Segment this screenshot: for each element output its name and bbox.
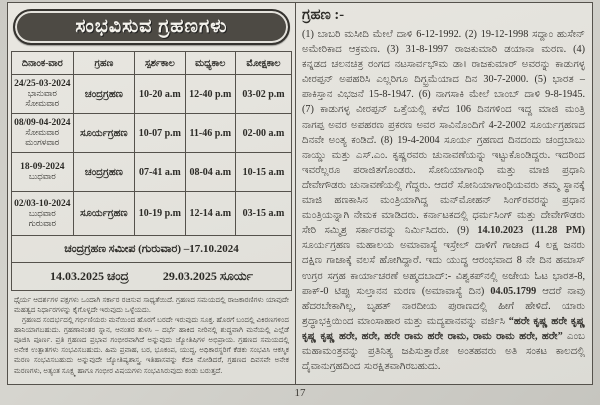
eclipse-date: 08/09-04-2024 xyxy=(14,118,71,129)
moksha-time: 03-02 p.m xyxy=(242,88,285,100)
eclipse-day: ಸೋಮವಾರ xyxy=(25,98,60,108)
eclipse-date: 02/03-10-2024 xyxy=(14,198,71,209)
next-lunar-eclipse: 14.03.2025 ಚಂದ್ರ xyxy=(50,269,129,283)
fine-print-notes xyxy=(11,291,292,376)
table-row xyxy=(12,75,292,114)
eclipse-day: ಬುಧವಾರ xyxy=(28,207,56,218)
col-header-madhya: ಮಧ್ಯಕಾಲ xyxy=(185,52,235,75)
eclipse-day: ಗುರುವಾರ xyxy=(28,217,57,228)
history-text-segment: (1) ಬಾಬರಿ ಮಸೀದಿ ಮೇಲೆ ದಾಳಿ 6-12-1992. (2) 19-12-1998 ಸದ್ದಾಂ ಹುಸೇನ್ ಅಮೇರಿಕಾದ ಆಕ್ರಮಣ. (3) 31-8-1997 ರಾಜಕುಮಾರಿ ಡಯಾನಾ ಮರಣ. (4) ಕನ್ನಡದ ಚಲನಚಿತ್ರ ರಂಗದ ನಟಸಾರ್ವಭೌಮ ಡಾ। ರಾಜಕುಮಾರ್ ಅವರನ್ನು ಕಾಡುಗಳ್ಳ ವೀರಪ್ಪನ್ ಅಪಹರಿಸಿ ಎಲ್ಲರಿಗೂ ದಿಗ್ಭ್ರಮೆಯಾದ ದಿನ 30-7-2000. (5) ಭಾರತ – ಪಾಕಿಸ್ತಾನ ವಿಭಜನೆ 15-8-1947. (6) ನಾಗಸಾಕಿ ಮೇಲೆ ಬಾಂಬ್ ದಾಳಿ 9-8-1945. (7) ಕಾಡುಗಳ್ಳ ವೀರಪ್ಪನ್ ಒತ್ತೆಯಲ್ಲಿ ಕಳೆದ 106 ದಿನಗಳಿಂದ ಇದ್ದ ಮಾಜಿ ಮಂತ್ರಿ ನಾಗಪ್ಪ ಅವರ ಅಪಹರಣ ಪ್ರಕರಣ ಅವರ ಸಾವಿನೊಂದಿಗೆ 4-2-2002 ಸೂರ್ಯಗ್ರಹಣದ ದಿನವೇ ಅಂತ್ಯ ಕಂಡಿದೆ. (8) 19-4-2004 ಸೂರ್ಯ ಗ್ರಹಣದ ದಿನದಂದು ಚಂದ್ರಬಾಬು ನಾಯ್ಡು ಮತ್ತು ಎಸ್.ಎಂ. ಕೃಷ್ಣರವರು ಚುನಾವಣೆಯನ್ನು ಇಟ್ಟುಕೊಂಡಿದ್ದರು. ಇದರಿಂದ ಇವರೆಲ್ಲರೂ ಪರಾಜಿತಗೊಂಡರು. ಸೋನಿಯಾಗಾಂಧಿ ಮತ್ತು ಮಾಜಿ ಪ್ರಧಾನಿ ದೇವೇಗೌಡರು ಚುನಾವಣೆಯಲ್ಲಿ ಗೆದ್ದರು. ಆದರೆ ಸೋನಿಯಾಗಾಂಧಿಯವರು ತಮ್ಮ ಸ್ಥಾನಕ್ಕೆ ಮಾಜಿ ಹಣಕಾಸಿನ ಮಂತ್ರಿಯಾಗಿದ್ದ ಮನ್‌ಮೋಹನ್ ಸಿಂಗ್‌ರವರನ್ನು ಪ್ರಧಾನ ಮಂತ್ರಿಯನ್ನಾಗಿ ನೇಮಕ ಮಾಡಿದರು. ಕರ್ನಾಟಕದಲ್ಲಿ ಧರ್ಮಸಿಂಗ್ ಮತ್ತು ದೇವೇಗೌಡರು ಸೇರಿ ಸಮ್ಮಿಶ್ರ ಸರ್ಕಾರವನ್ನು ನಿರ್ಮಿಸಿದರು. (9) xyxy=(302,29,585,237)
highlighted-date: 14.10.2023 (11.28 PM) xyxy=(477,225,586,237)
next-solar-eclipse: 29.03.2025 ಸೂರ್ಯ xyxy=(162,269,253,283)
col-header-moksha: ಮೋಕ್ಷಕಾಲ xyxy=(235,52,291,75)
history-text-segment: ಎಂಬ ಮಹಾಮಂತ್ರವನ್ನು ಪ್ರತಿನಿತ್ಯ ಜಪಿಸುತ್ತಾರೋ ಅಂತಹವರು ಅತಿ ಸಂಕಟ ಕಾಲದಲ್ಲಿ ದೈವಾನುಗ್ರಹದಿಂದ ಸುರಕ್ಷಿತವಾಗಿರಬಹುದು. xyxy=(302,330,586,373)
col-header-date: ದಿನಾಂಕ-ವಾರ xyxy=(12,52,74,75)
history-text-segment: ಆದರೆ ನಾವು ಹೆದರಬೇಕಾಗಿಲ್ಲ, ಬೃಹತ್ ನಾರದೀಯ ಪುರಾಣದಲ್ಲಿ ಹೀಗೆ ಹೇಳಿದೆ. ಯಾರು ಶ್ರದ್ಧಾಭಕ್ತಿಯಿಂದ ಮಾಂಸಾಹಾರ ಮತ್ತು ಮದ್ಯಪಾನವನ್ನು ವರ್ಜಿಸಿ xyxy=(302,285,585,327)
moksha-time: 10-15 a.m xyxy=(242,166,285,178)
highlighted-date: 04.05.1799 xyxy=(490,285,537,297)
fine-print-paragraph: ಧೈರ್ಯ ಆದರ್ಶಗಳ ಪಕ್ಷಗಳು ಒಂದಾಗಿ ಸರ್ಕಾರ ರಚಿಸುವ ಸಾಧ್ಯತೆಯಿದೆ. ಗ್ರಹಣದ ಸಮಯದಲ್ಲಿ ರಾಜಕಾರಣಿಗಳು ಯಾವುದೇ ಮಹತ್ವದ ನಿರ್ಧಾರಗಳನ್ನು ಕೈಗೊಳ್ಳದೇ ಇರುವುದು ಒಳ್ಳೆಯದು. xyxy=(14,296,289,315)
eclipse-table-panel xyxy=(8,3,296,384)
fine-print-paragraph: ಗ್ರಹಣದ ಸಂದರ್ಭದಲ್ಲಿ ಗರ್ಭಿಣಿಯರು ಮನೆಯಿಂದ ಹೊರಗೆ ಬರದೇ ಇರುವುದು ಸೂಕ್ತ. ಹೊರಗೆ ಬಂದಲ್ಲಿ ವಿಕಿರಣಗಳಿಂದ ಹಾನಿಯಾಗಬಹುದು. ಗ್ರಹಣಾನಂತರ ಸ್ನಾನ, ಆನಂತರ ತುಳಸಿ – ದರ್ಭೆ ಹಾಕಿದ ನೀರಿನಲ್ಲಿ ಶುದ್ಧವಾಗಿ ಮನೆಯಲ್ಲಿ ಎಲ್ಲೆಡೆ ಪೂಜಿಸಿ ಪೂರ್ಣ. ಪ್ರತಿ ಗ್ರಹಣದ ಪ್ರಭಾವ ಗಂಭೀರವಾಗಿದೆ ಅನ್ನುವುದು ಜ್ಯೋತಿಷಿಗಳ ಅಭಿಪ್ರಾಯ. ಗ್ರಹಣದ ಸಮಯದಲ್ಲಿ ಅನೇಕ ಉತ್ಪಾತಗಳು ಸಂಭವಿಸಬಹುದು. ಹಿಮ ಪ್ರವಾಹ, ಬರ, ಭೂಕಂಪ, ಯುದ್ಧ, ಅಧಿಕಾರಸ್ಥರಿಗೆ ಕೆಡಕು ಸಂಭವಿಸಿ ಆಕಸ್ಮಿಕ ಮರಣ ಸಂಭವಿಸಬಹುದು ಅನ್ನುವುದೇ ಜ್ಯೋತಿಷ್ಯಶಾಸ್ತ್ರ. ಇತಿಹಾಸವನ್ನು ಕೆದಕಿ ನೋಡಿದರೆ, ಗ್ರಹಣದ ದಿವಸವೇ ಅನೇಕ ಮರಣಗಳು, ಅತ್ಯಂತ ಸೂಕ್ಷ್ಮ ಹಾಗೂ ಗಂಭೀರ ವಿಷಯಗಳು ಸಂಭವಿಸಿರುವುದು ಕಂಡು ಬರುತ್ತದೆ. xyxy=(14,316,289,375)
eclipse-day: ಸೋಮವಾರ xyxy=(25,127,60,138)
lunar-eclipse-note: ಚಂದ್ರಗ್ರಹಣ ಸಮೀಪ (ಗುರುವಾರ) –17.10.2024 xyxy=(11,236,292,263)
table-header-row xyxy=(12,52,292,75)
eclipse-history-text xyxy=(302,27,585,374)
scanned-page xyxy=(7,2,593,385)
eclipse-day: ಬುಧವಾರ xyxy=(28,171,56,182)
section-heading: ಗ್ರಹಣ :- xyxy=(302,7,345,23)
sparsha-time: 10-19 p.m xyxy=(138,208,181,219)
col-header-sparsha: ಸ್ಪರ್ಶಕಾಲ xyxy=(135,52,185,75)
table-row xyxy=(12,192,292,236)
table-row xyxy=(12,114,292,153)
panel-title: ಸಂಭವಿಸುವ ಗ್ರಹಣಗಳು xyxy=(13,9,290,45)
page-number: 17 xyxy=(294,387,306,399)
madhya-time: 08-04 a.m xyxy=(189,166,232,178)
eclipse-type: ಸೂರ್ಯಗ್ರಹಣ xyxy=(80,127,128,139)
mantra-quote: “ಹರೇ ಕೃಷ್ಣ ಹರೇ ಕೃಷ್ಣ ಕೃಷ್ಣ ಕೃಷ್ಣ ಹರೇ, ಹರೇ, ಹರೇ ರಾಮ ಹರೇ ರಾಮ, ರಾಮ ರಾಮ ಹರೇ, ಹರೇ” xyxy=(302,315,585,342)
eclipse-history-panel xyxy=(296,3,592,384)
eclipse-type: ಸೂರ್ಯಗ್ರಹಣ xyxy=(80,208,128,219)
next-eclipses-row xyxy=(11,263,292,291)
eclipse-type: ಚಂದ್ರಗ್ರಹಣ xyxy=(84,88,123,100)
moksha-time: 03-15 a.m xyxy=(242,208,285,219)
eclipse-type: ಚಂದ್ರಗ್ರಹಣ xyxy=(84,166,123,178)
madhya-time: 12-40 p.m xyxy=(189,88,232,100)
moksha-time: 02-00 a.m xyxy=(242,127,285,139)
eclipse-day: ಮಂಗಳವಾರ xyxy=(25,137,60,147)
col-header-eclipse: ಗ್ರಹಣ xyxy=(73,52,135,75)
sparsha-time: 07-41 a.m xyxy=(139,166,181,178)
eclipse-date: 18-09-2024 xyxy=(20,162,65,173)
eclipse-date: 24/25-03-2024 xyxy=(14,79,71,90)
history-text-segment: ಸೂರ್ಯಗ್ರಹಣ ಮಹಾಲಯ ಅಮಾವಾಸ್ಯೆ ಇಸ್ರೇಲ್ ದಾಳಿಗೆ ಗಾಜಾದ 4 ಲಕ್ಷ ಜನರು ದಕ್ಷಿಣ ಗಾಜಾಕ್ಕೆ ವಲಸೆ ಹೋಗಿದ್ದಾರೆ. ಇದು ಯುದ್ಧ ಆರಂಭವಾದ 8 ನೇ ದಿನ ಹಮಾಸ್ ಉಗ್ರರ ಸಗ್ರಹ ಕಾರ್ಯಾಚರಣೆ ಅಹ್ಮದಬಾದ್:- ವಿಶ್ವಕಪ್‌ನಲ್ಲಿ ಅಜೇಯ ಓಟ ಭಾರತ-8, ಪಾಕ್-0 ಟಿಪ್ಪು ಸುಲ್ತಾನನ ಮರಣ (ಅಮಾವಾಸ್ಯೆ ದಿನ) xyxy=(302,240,585,297)
table-row xyxy=(12,153,292,192)
sparsha-time: 10-20 a.m xyxy=(139,88,181,100)
madhya-time: 12-14 a.m xyxy=(189,208,232,219)
eclipse-day: ಭಾನುವಾರ xyxy=(27,88,57,99)
sparsha-time: 10-07 p.m xyxy=(138,127,181,139)
madhya-time: 11-46 p.m xyxy=(189,127,232,139)
eclipse-table xyxy=(11,51,292,236)
